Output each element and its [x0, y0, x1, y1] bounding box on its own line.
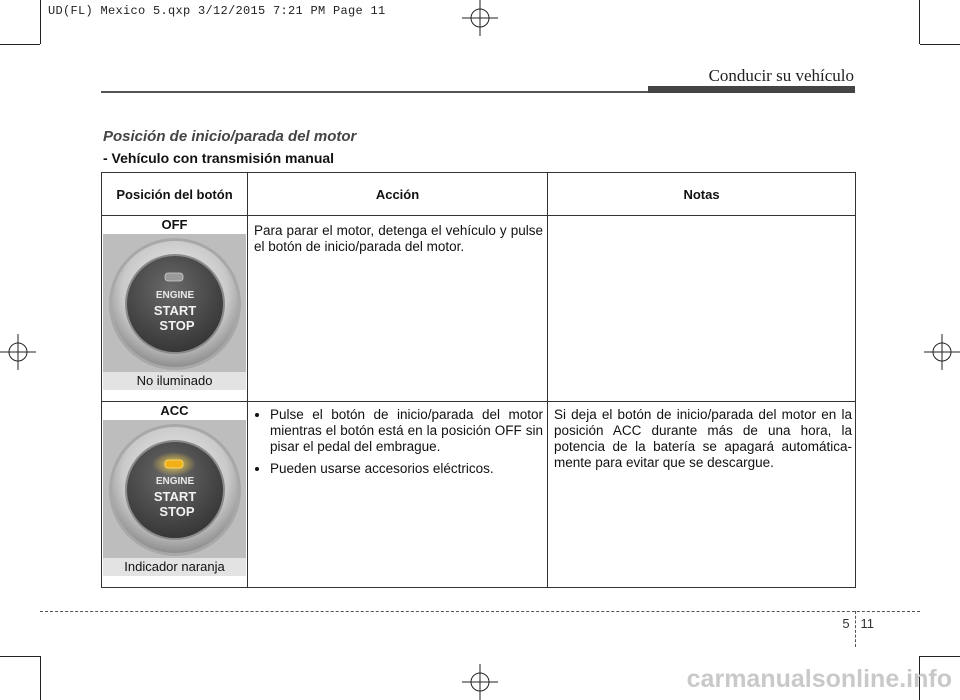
- table-row: [102, 216, 856, 402]
- engine-start-stop-button-icon: [103, 420, 246, 558]
- button-engine-label: ENGINE: [155, 476, 195, 487]
- button-position-table: [101, 172, 856, 588]
- notes-text: [548, 216, 855, 221]
- button-engine-label: ENGINE: [155, 290, 195, 301]
- indicator-caption: Indicador naranja: [103, 558, 246, 576]
- action-cell: [248, 216, 548, 402]
- table-row: [102, 402, 856, 588]
- action-cell: [248, 402, 548, 588]
- crop-mark: [920, 656, 960, 657]
- position-label: OFF: [161, 217, 188, 232]
- registration-mark-icon: [462, 664, 498, 700]
- button-stop-label: STOP: [159, 504, 195, 519]
- crop-mark: [0, 656, 40, 657]
- action-text: Para parar el motor, detenga el vehículo y pulse el botón de inicio/parada del motor.: [254, 223, 543, 254]
- button-stop-label: STOP: [159, 318, 195, 333]
- notes-text: Si deja el botón de inicio/parada del motor en la posición ACC durante más de una hora, la potencia de la batería se apagará automática-mente para evitar que se descargue.: [554, 407, 852, 470]
- button-start-label: START: [153, 489, 197, 504]
- crop-mark: [0, 44, 40, 45]
- subheading-transmission: - Vehículo con transmisión manual: [103, 150, 335, 166]
- crop-mark: [40, 656, 41, 700]
- notes-cell: [548, 402, 856, 588]
- watermark: carmanualsonline.info: [686, 665, 952, 693]
- column-header-position: Posición del botón: [102, 173, 248, 216]
- orange-indicator-icon: [165, 460, 183, 468]
- engine-button-image: [103, 234, 246, 372]
- footer-rule: [40, 611, 920, 612]
- print-slug: UD(FL) Mexico 5.qxp 3/12/2015 7:21 PM Page 11: [48, 4, 386, 18]
- engine-button-image: [103, 420, 246, 558]
- column-header-action: Acción: [248, 173, 548, 216]
- crop-mark: [40, 0, 41, 44]
- button-start-label: START: [153, 303, 197, 318]
- list-item: • Pulse el botón de inicio/parada del motor mientras el botón está en la posición OFF sin pisar el pedal del embrague.: [270, 407, 543, 455]
- chapter-number: 5: [842, 616, 850, 631]
- position-cell: [102, 216, 248, 402]
- section-title: Conducir su vehículo: [708, 66, 854, 85]
- subheading: Posición de inicio/parada del motor: [103, 128, 357, 145]
- indicator-caption: No iluminado: [103, 372, 246, 390]
- crop-mark: [920, 44, 960, 45]
- page-number: [842, 616, 874, 631]
- page-number-value: 11: [860, 616, 874, 631]
- registration-mark-icon: [462, 0, 498, 36]
- position-label: ACC: [160, 403, 189, 418]
- header-rule-accent: [648, 86, 855, 93]
- registration-mark-icon: [0, 334, 36, 370]
- notes-cell: [548, 216, 856, 402]
- list-item: • Pueden usarse accesorios eléctricos.: [270, 461, 543, 477]
- engine-start-stop-button-icon: [103, 234, 246, 372]
- table-header-row: [102, 173, 856, 216]
- registration-mark-icon: [924, 334, 960, 370]
- column-header-notes: Notas: [548, 173, 856, 216]
- action-list: [248, 407, 547, 477]
- crop-mark: [919, 0, 920, 44]
- position-cell: [102, 402, 248, 588]
